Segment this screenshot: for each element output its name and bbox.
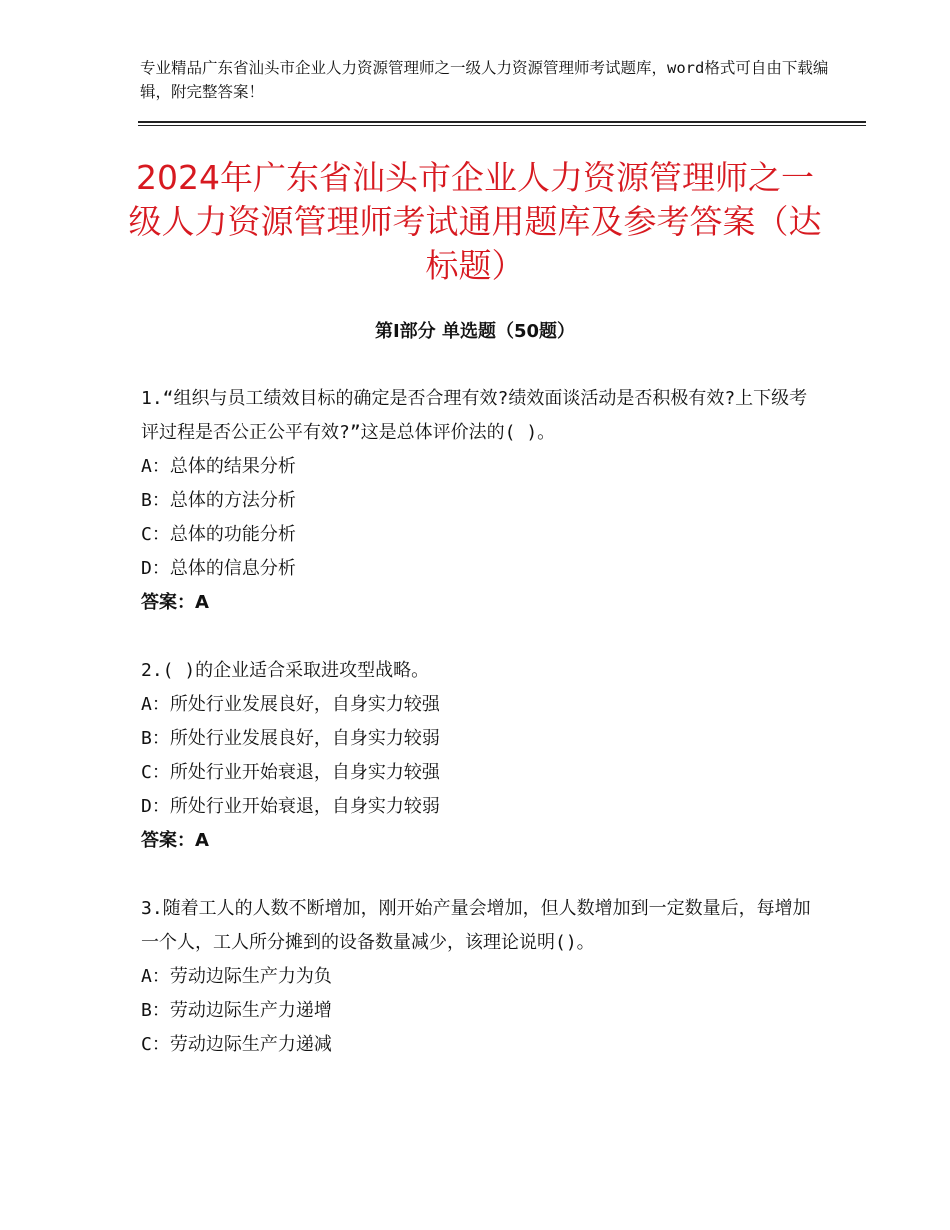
option-b: B：劳动边际生产力递增 [141,1000,332,1021]
question-stem: 1.“组织与员工绩效目标的确定是否合理有效?绩效面谈活动是否积极有效?上下级考评过程是否公正公平有效?”这是总体评价法的( )。 [141,388,808,443]
question-stem: 2.( )的企业适合采取进攻型战略。 [141,660,430,681]
section-title: 第Ⅰ部分 单选题（50题） [374,321,575,342]
answer-line: 答案：A [141,592,209,613]
header-divider-thin [138,125,866,126]
option-d: D：总体的信息分析 [141,558,296,579]
option-a: A：总体的结果分析 [141,456,296,477]
option-c: C：总体的功能分析 [141,524,296,545]
option-a: A：劳动边际生产力为负 [141,966,332,987]
option-a: A：所处行业发展良好，自身实力较强 [141,694,440,715]
option-b: B：所处行业发展良好，自身实力较弱 [141,728,440,749]
question-2 [141,654,821,858]
question-list [141,382,821,1096]
option-c: C：劳动边际生产力递减 [141,1034,332,1055]
question-1 [141,382,821,620]
answer-line: 答案：A [141,830,209,851]
header-note: 专业精品广东省汕头市企业人力资源管理师之一级人力资源管理师考试题库，word格式可自由下载编辑，附完整答案！ [140,59,829,101]
question-stem: 3.随着工人的人数不断增加，刚开始产量会增加，但人数增加到一定数量后，每增加一个人，工人所分摊到的设备数量减少，该理论说明()。 [141,898,811,953]
option-b: B：总体的方法分析 [141,490,296,511]
question-3 [141,892,821,1062]
document-title: 2024年广东省汕头市企业人力资源管理师之一级人力资源管理师考试通用题库及参考答案（达标题） [128,158,822,285]
header-divider-thick [138,121,866,123]
option-c: C：所处行业开始衰退，自身实力较强 [141,762,440,783]
option-d: D：所处行业开始衰退，自身实力较弱 [141,796,440,817]
